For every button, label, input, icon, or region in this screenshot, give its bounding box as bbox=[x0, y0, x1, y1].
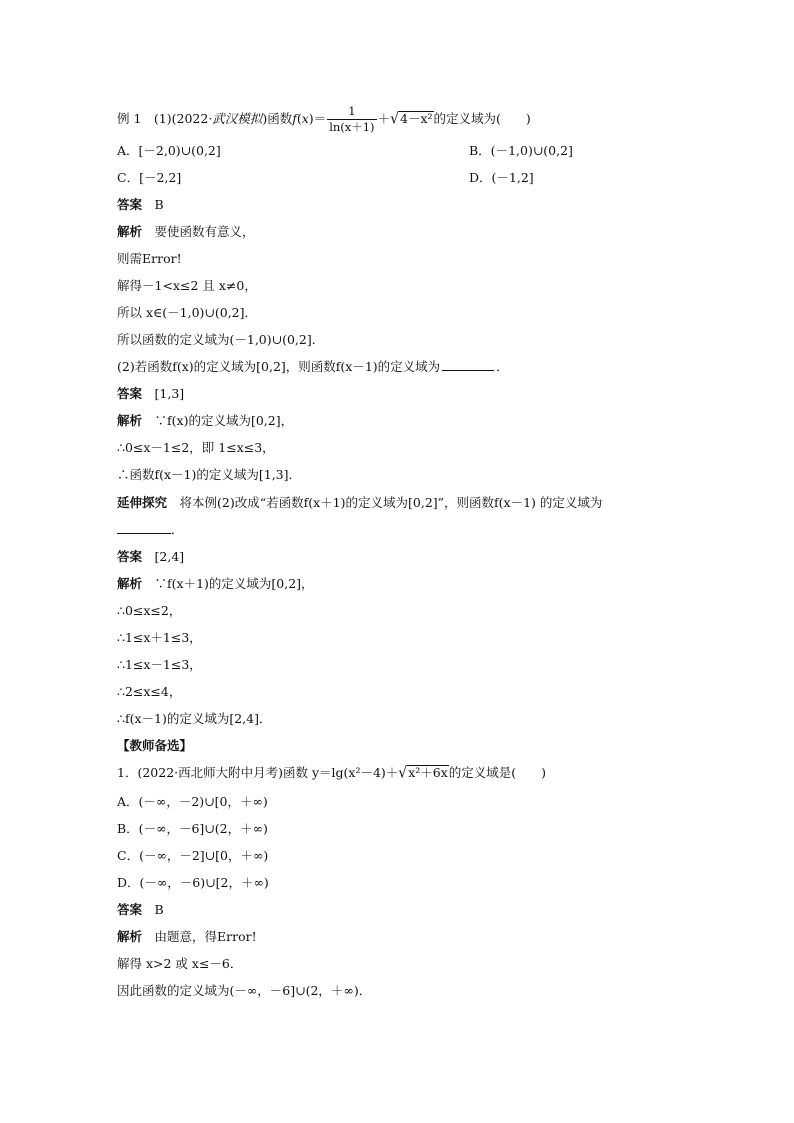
fraction bbox=[327, 104, 376, 135]
answer-value: [1,3] bbox=[154, 386, 185, 401]
solution-2-line-1 bbox=[117, 412, 293, 430]
period: ． bbox=[171, 522, 184, 537]
extension-label: 延伸探究 bbox=[117, 495, 168, 510]
option-d: D．(－1,2] bbox=[469, 170, 534, 185]
sqrt-symbol-icon: √ bbox=[390, 110, 399, 128]
answer-label: 答案 bbox=[117, 197, 143, 212]
source-tag: 武汉模拟 bbox=[212, 111, 263, 126]
radicand: x²＋6x bbox=[408, 765, 448, 780]
variable: x bbox=[301, 111, 309, 126]
extension-question bbox=[117, 494, 602, 512]
teacher-option-d: D．(－∞，－6)∪[2，＋∞) bbox=[117, 875, 269, 890]
teacher-solution-line-2: 解得 x>2 或 x≤－6． bbox=[117, 956, 243, 971]
question-tail: 的定义域为( ) bbox=[433, 111, 531, 126]
answer-value: B bbox=[154, 902, 164, 917]
answer-label: 答案 bbox=[117, 902, 143, 917]
answer-value: [2,4] bbox=[154, 549, 185, 564]
answer-label: 答案 bbox=[117, 386, 143, 401]
answer-value: B bbox=[154, 197, 164, 212]
answer-ext bbox=[117, 548, 184, 566]
answer-blank bbox=[117, 521, 171, 534]
solution-1-line-4: 所以 x∈(－1,0)∪(0,2]． bbox=[117, 305, 258, 320]
teacher-option-a: A．(－∞，－2)∪[0，＋∞) bbox=[117, 794, 268, 809]
teacher-option-b: B．(－∞，－6]∪(2，＋∞) bbox=[117, 821, 268, 836]
option-b: B．(－1,0)∪(0,2] bbox=[469, 143, 573, 158]
plus: ＋ bbox=[377, 111, 391, 126]
question-text: 将本例(2)改成“若函数f(x＋1)的定义域为[0,2]”，则函数f(x－1) 的定义域为 bbox=[179, 495, 603, 510]
solution-1-line-5: 所以函数的定义域为(－1,0)∪(0,2]． bbox=[117, 332, 325, 347]
part2-question bbox=[117, 358, 509, 376]
teacher-section-header: 【教师备选】 bbox=[117, 738, 193, 753]
teacher-solution-line-1 bbox=[117, 928, 257, 946]
solution-ext-line-5: ∴2≤x≤4， bbox=[117, 684, 182, 699]
solution-ext-line-1 bbox=[117, 575, 314, 593]
solution-1-line-1 bbox=[117, 223, 255, 241]
solution-label: 解析 bbox=[117, 929, 143, 944]
example-label: 例 1 (1)(2022· bbox=[117, 111, 213, 126]
options-row-2 bbox=[117, 169, 534, 187]
solution-text: 要使函数有意义， bbox=[154, 224, 255, 239]
radicand: 4－x² bbox=[400, 111, 433, 126]
answer-label: 答案 bbox=[117, 549, 143, 564]
solution-text: ∵f(x)的定义域为[0,2]， bbox=[154, 413, 294, 428]
func-name: f bbox=[292, 111, 297, 126]
solution-1-line-3: 解得－1<x≤2 且 x≠0， bbox=[117, 278, 257, 293]
teacher-option-c: C．(－∞，－2]∪[0，＋∞) bbox=[117, 848, 269, 863]
answer-blank bbox=[442, 358, 494, 371]
question-text: 1．(2022·西北师大附中月考)函数 y＝lg(x²－4)＋ bbox=[117, 765, 399, 780]
square-root bbox=[398, 764, 449, 782]
option-c: C．[－2,2] bbox=[117, 170, 182, 185]
paren: ( bbox=[296, 111, 302, 126]
solution-2-line-2: ∴0≤x－1≤2，即 1≤x≤3， bbox=[117, 440, 275, 455]
solution-label: 解析 bbox=[117, 576, 143, 591]
square-root bbox=[390, 110, 433, 128]
example1-question bbox=[117, 104, 531, 135]
solution-ext-line-6: ∴f(x－1)的定义域为[2,4]． bbox=[117, 711, 272, 726]
solution-ext-line-4: ∴1≤x－1≤3， bbox=[117, 657, 202, 672]
equals: )＝ bbox=[308, 111, 327, 126]
question-text: (2)若函数f(x)的定义域为[0,2]，则函数f(x－1)的定义域为 bbox=[117, 359, 441, 374]
extension-blank-line bbox=[117, 521, 184, 539]
teacher-answer bbox=[117, 901, 164, 919]
fraction-numerator: 1 bbox=[327, 104, 376, 120]
solution-1-line-2: 则需Error! bbox=[117, 251, 182, 266]
question-tail: 的定义域是( ) bbox=[448, 765, 547, 780]
solution-ext-line-2: ∴0≤x≤2， bbox=[117, 603, 182, 618]
solution-text: ∵f(x＋1)的定义域为[0,2]， bbox=[154, 576, 314, 591]
solution-label: 解析 bbox=[117, 413, 143, 428]
teacher-solution-line-3: 因此函数的定义域为(－∞，－6]∪(2，＋∞)． bbox=[117, 983, 372, 998]
sqrt-symbol-icon: √ bbox=[398, 764, 408, 782]
solution-label: 解析 bbox=[117, 224, 143, 239]
question-text: )函数 bbox=[262, 111, 293, 126]
period: ． bbox=[496, 359, 509, 374]
solution-2-line-3: ∴函数f(x－1)的定义域为[1,3]． bbox=[117, 467, 302, 482]
answer-1 bbox=[117, 196, 164, 214]
solution-ext-line-3: ∴1≤x＋1≤3， bbox=[117, 630, 202, 645]
answer-2 bbox=[117, 385, 184, 403]
options-row-1 bbox=[117, 142, 573, 160]
option-a: A．[－2,0)∪(0,2] bbox=[117, 143, 221, 158]
teacher-question bbox=[117, 764, 546, 782]
solution-text: 由题意，得Error! bbox=[154, 929, 257, 944]
fraction-denominator: ln(x＋1) bbox=[329, 120, 375, 134]
